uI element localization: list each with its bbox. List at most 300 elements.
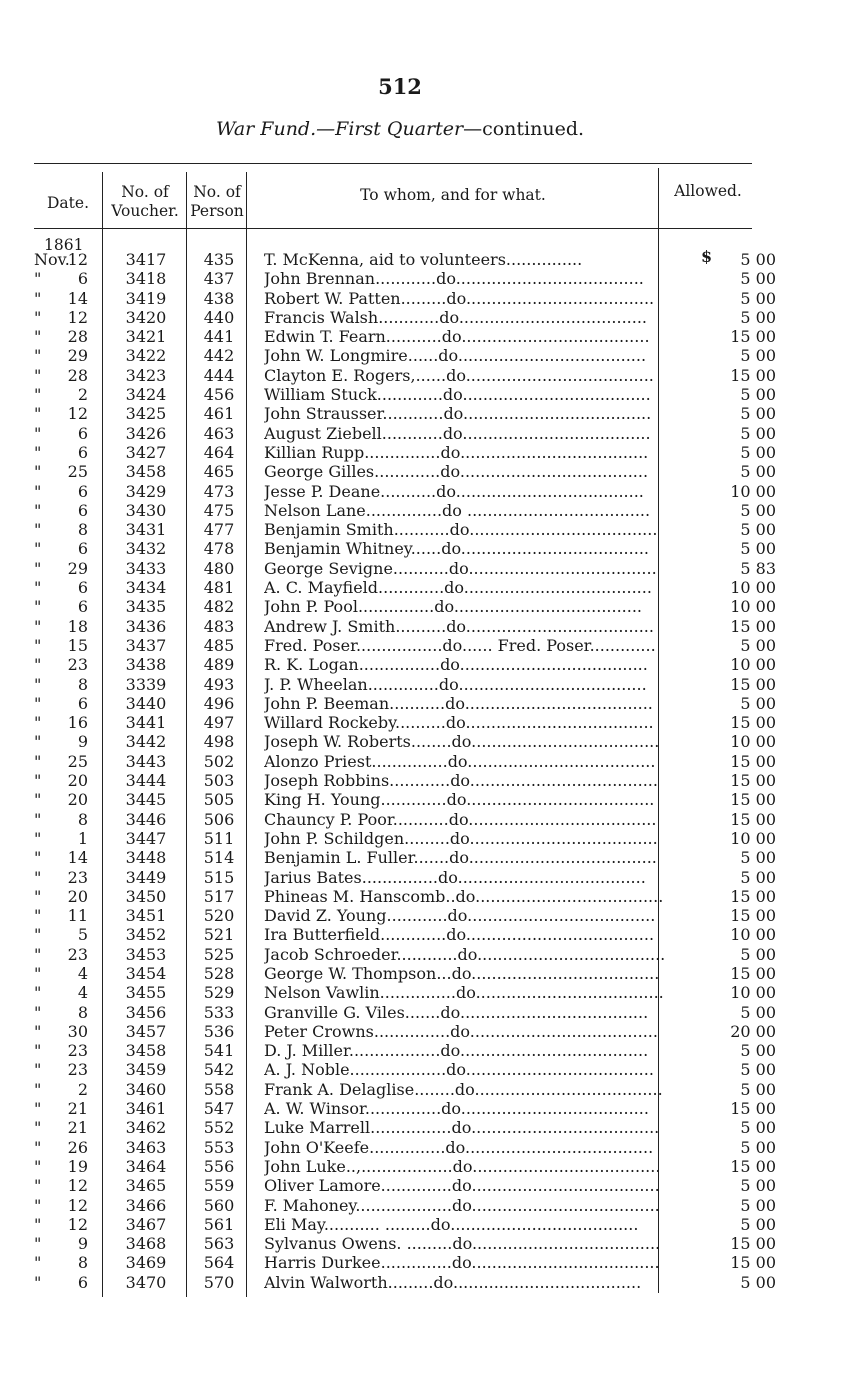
day-cell: 2	[77, 1079, 88, 1099]
person-cell: 559	[203, 1176, 235, 1196]
payee-cell: F. Mahoney...................do.....................................	[264, 1195, 660, 1215]
day-cell: 15	[67, 635, 88, 655]
allowed-cell: 5 00	[740, 442, 776, 462]
person-cell: 536	[203, 1021, 235, 1041]
day-cell: 6	[77, 442, 88, 462]
day-cell: 20	[67, 771, 88, 791]
person-cell: 497	[203, 713, 235, 733]
day-cell: 5	[77, 925, 88, 945]
payee-cell: Joseph Robbins............do.....................................	[264, 771, 658, 791]
date-cell	[34, 829, 98, 848]
payee-cell: Fred. Poser.................do...... Fred. Poser.............	[264, 635, 656, 655]
table-row	[0, 1060, 857, 1079]
date-cell	[34, 289, 98, 308]
month-or-ditto: "	[34, 288, 42, 308]
day-cell: 14	[67, 848, 88, 868]
table-row	[0, 462, 857, 481]
day-cell: 4	[77, 983, 88, 1003]
person-cell: 515	[203, 867, 235, 887]
allowed-cell: 15 00	[730, 906, 776, 926]
date-cell	[34, 1196, 98, 1215]
payee-cell: Nelson Lane...............do ....................................	[264, 500, 651, 520]
person-cell: 533	[203, 1002, 235, 1022]
payee-cell: Alvin Walworth.........do.....................................	[264, 1272, 642, 1292]
month-or-ditto: "	[34, 693, 42, 713]
table-row	[0, 1215, 857, 1234]
date-cell	[34, 810, 98, 829]
month-or-ditto: Nov.	[34, 250, 70, 269]
table-row	[0, 906, 857, 925]
date-cell	[34, 925, 98, 944]
month-or-ditto: "	[34, 809, 42, 829]
day-cell: 20	[67, 790, 88, 810]
person-cell: 475	[203, 500, 235, 520]
month-or-ditto: "	[34, 365, 42, 385]
day-cell: 23	[67, 655, 88, 675]
date-cell	[34, 1176, 98, 1195]
person-cell: 564	[203, 1253, 235, 1273]
person-cell: 480	[203, 558, 235, 578]
day-cell: 4	[77, 963, 88, 983]
table-row	[0, 327, 857, 346]
voucher-cell: 3443	[125, 751, 167, 771]
day-cell: 28	[67, 327, 88, 347]
allowed-cell: 5 00	[740, 462, 776, 482]
date-cell	[34, 771, 98, 790]
table-row	[0, 790, 857, 809]
table-row	[0, 1118, 857, 1137]
table-row	[0, 810, 857, 829]
date-cell	[34, 1060, 98, 1079]
person-cell: 514	[203, 848, 235, 868]
header-person-line1: No. of	[193, 183, 241, 201]
date-cell	[34, 1253, 98, 1272]
allowed-cell: 5 00	[740, 635, 776, 655]
date-cell	[34, 964, 98, 983]
payee-cell: Phineas M. Hanscomb..do.....................................	[264, 886, 664, 906]
voucher-cell: 3460	[125, 1079, 167, 1099]
voucher-cell: 3448	[125, 848, 167, 868]
month-or-ditto: "	[34, 751, 42, 771]
table-row	[0, 829, 857, 848]
allowed-cell: 15 00	[730, 1253, 776, 1273]
person-cell: 496	[203, 693, 235, 713]
month-or-ditto: "	[34, 1118, 42, 1138]
allowed-cell: 5 00	[740, 346, 776, 366]
table-row	[0, 443, 857, 462]
month-or-ditto: "	[34, 655, 42, 675]
date-cell	[34, 539, 98, 558]
day-cell: 8	[77, 674, 88, 694]
person-cell: 441	[203, 327, 235, 347]
day-cell: 16	[67, 713, 88, 733]
allowed-cell: 5 00	[740, 385, 776, 405]
payee-cell: A. C. Mayfield.............do.....................................	[264, 578, 652, 598]
allowed-cell: 5 00	[740, 250, 776, 269]
date-cell	[34, 1080, 98, 1099]
voucher-cell: 3418	[125, 269, 167, 289]
day-cell: 23	[67, 944, 88, 964]
date-cell	[34, 1022, 98, 1041]
month-or-ditto: "	[34, 442, 42, 462]
allowed-cell: 5 00	[740, 1137, 776, 1157]
date-cell	[34, 597, 98, 616]
person-cell: 570	[203, 1272, 235, 1292]
table-row	[0, 404, 857, 423]
payee-cell: George Sevigne...........do.....................................	[264, 558, 657, 578]
allowed-cell: 5 00	[740, 423, 776, 443]
table-row	[0, 269, 857, 288]
voucher-cell: 3463	[125, 1137, 167, 1157]
month-or-ditto: "	[34, 771, 42, 791]
date-cell	[34, 617, 98, 636]
day-cell: 1	[77, 828, 88, 848]
person-cell: 503	[203, 771, 235, 791]
ledger-rows	[0, 250, 857, 1292]
voucher-cell: 3470	[125, 1272, 167, 1292]
person-cell: 505	[203, 790, 235, 810]
month-or-ditto: "	[34, 327, 42, 347]
date-cell	[34, 1099, 98, 1118]
table-row	[0, 887, 857, 906]
table-row	[0, 385, 857, 404]
day-cell: 25	[67, 462, 88, 482]
month-or-ditto: "	[34, 906, 42, 926]
person-cell: 482	[203, 597, 235, 617]
day-cell: 12	[67, 1176, 88, 1196]
day-cell: 21	[67, 1118, 88, 1138]
table-row	[0, 732, 857, 751]
table-row	[0, 636, 857, 655]
person-cell: 440	[203, 307, 235, 327]
person-cell: 542	[203, 1060, 235, 1080]
day-cell: 25	[67, 751, 88, 771]
payee-cell: Jacob Schroeder............do.....................................	[264, 944, 666, 964]
person-cell: 464	[203, 442, 235, 462]
payee-cell: Jarius Bates...............do.....................................	[264, 867, 646, 887]
person-cell: 521	[203, 925, 235, 945]
date-cell	[34, 269, 98, 288]
allowed-cell: 5 00	[740, 1002, 776, 1022]
payee-cell: August Ziebell............do.....................................	[264, 423, 651, 443]
table-row	[0, 694, 857, 713]
allowed-cell: 5 00	[740, 307, 776, 327]
allowed-cell: 15 00	[730, 365, 776, 385]
payee-cell: Killian Rupp...............do.....................................	[264, 442, 649, 462]
month-or-ditto: "	[34, 1041, 42, 1061]
payee-cell: Harris Durkee..............do.....................................	[264, 1253, 660, 1273]
voucher-cell: 3458	[125, 462, 167, 482]
day-cell: 23	[67, 1060, 88, 1080]
person-cell: 541	[203, 1041, 235, 1061]
payee-cell: John P. Schildgen.........do.....................................	[264, 828, 658, 848]
table-row	[0, 289, 857, 308]
table-row	[0, 983, 857, 1002]
allowed-cell: 5 00	[740, 848, 776, 868]
voucher-cell: 3449	[125, 867, 167, 887]
person-cell: 465	[203, 462, 235, 482]
payee-cell: Francis Walsh............do.....................................	[264, 307, 647, 327]
person-cell: 442	[203, 346, 235, 366]
person-cell: 461	[203, 404, 235, 424]
payee-cell: Jesse P. Deane...........do.....................................	[264, 481, 644, 501]
payee-cell: Oliver Lamore..............do.....................................	[264, 1176, 660, 1196]
voucher-cell: 3429	[125, 481, 167, 501]
month-or-ditto: "	[34, 346, 42, 366]
voucher-cell: 3456	[125, 1002, 167, 1022]
month-or-ditto: "	[34, 674, 42, 694]
month-or-ditto: "	[34, 385, 42, 405]
voucher-cell: 3339	[125, 674, 167, 694]
day-cell: 8	[77, 809, 88, 829]
day-cell: 9	[77, 732, 88, 752]
date-cell	[34, 385, 98, 404]
person-cell: 435	[203, 250, 235, 269]
month-or-ditto: "	[34, 500, 42, 520]
date-cell	[34, 308, 98, 327]
voucher-cell: 3450	[125, 886, 167, 906]
date-cell	[34, 636, 98, 655]
day-cell: 29	[67, 346, 88, 366]
voucher-cell: 3431	[125, 520, 167, 540]
voucher-cell: 3421	[125, 327, 167, 347]
date-cell	[34, 1118, 98, 1137]
payee-cell: T. McKenna, aid to volunteers...............	[264, 250, 583, 269]
month-or-ditto: "	[34, 1156, 42, 1176]
payee-cell: Clayton E. Rogers,......do.....................................	[264, 365, 654, 385]
day-cell: 12	[67, 404, 88, 424]
payee-cell: Peter Crowns...............do.....................................	[264, 1021, 658, 1041]
person-cell: 560	[203, 1195, 235, 1215]
month-or-ditto: "	[34, 578, 42, 598]
person-cell: 529	[203, 983, 235, 1003]
month-or-ditto: "	[34, 828, 42, 848]
day-cell: 9	[77, 1234, 88, 1254]
table-row	[0, 1157, 857, 1176]
table-row	[0, 250, 857, 269]
date-cell	[34, 790, 98, 809]
day-cell: 21	[67, 1099, 88, 1119]
person-cell: 561	[203, 1214, 235, 1234]
allowed-cell: 15 00	[730, 1156, 776, 1176]
payee-cell: Chauncy P. Poor...........do.....................................	[264, 809, 657, 829]
header-bottom-rule	[34, 228, 752, 229]
voucher-cell: 3436	[125, 616, 167, 636]
allowed-cell: 5 00	[740, 693, 776, 713]
date-cell	[34, 443, 98, 462]
month-or-ditto: "	[34, 558, 42, 578]
month-or-ditto: "	[34, 790, 42, 810]
voucher-cell: 3437	[125, 635, 167, 655]
table-row	[0, 1022, 857, 1041]
allowed-cell: 5 00	[740, 1118, 776, 1138]
month-or-ditto: "	[34, 1137, 42, 1157]
day-cell: 11	[67, 906, 88, 926]
month-or-ditto: "	[34, 886, 42, 906]
payee-cell: D. J. Miller..................do.....................................	[264, 1041, 649, 1061]
month-or-ditto: "	[34, 963, 42, 983]
allowed-cell: 5 00	[740, 500, 776, 520]
allowed-cell: 5 00	[740, 1079, 776, 1099]
month-or-ditto: "	[34, 269, 42, 289]
date-cell	[34, 983, 98, 1002]
table-row	[0, 597, 857, 616]
allowed-cell: 10 00	[730, 828, 776, 848]
payee-cell: A. W. Winsor...............do.....................................	[264, 1099, 649, 1119]
month-or-ditto: "	[34, 404, 42, 424]
allowed-cell: 15 00	[730, 713, 776, 733]
date-cell	[34, 578, 98, 597]
person-cell: 473	[203, 481, 235, 501]
payee-cell: Robert W. Patten.........do.....................................	[264, 288, 655, 308]
voucher-cell: 3462	[125, 1118, 167, 1138]
voucher-cell: 3451	[125, 906, 167, 926]
voucher-cell: 3424	[125, 385, 167, 405]
person-cell: 493	[203, 674, 235, 694]
table-row	[0, 1176, 857, 1195]
allowed-cell: 5 00	[740, 1176, 776, 1196]
date-cell	[34, 1138, 98, 1157]
date-cell	[34, 346, 98, 365]
person-cell: 547	[203, 1099, 235, 1119]
person-cell: 437	[203, 269, 235, 289]
voucher-cell: 3426	[125, 423, 167, 443]
allowed-cell: 15 00	[730, 809, 776, 829]
allowed-cell: 5 00	[740, 944, 776, 964]
voucher-cell: 3446	[125, 809, 167, 829]
payee-cell: Joseph W. Roberts........do.....................................	[264, 732, 660, 752]
payee-cell: Luke Marrell................do.....................................	[264, 1118, 660, 1138]
voucher-cell: 3457	[125, 1021, 167, 1041]
person-cell: 558	[203, 1079, 235, 1099]
table-row	[0, 655, 857, 674]
payee-cell: A. J. Noble...................do.....................................	[264, 1060, 654, 1080]
payee-cell: John Strausser............do.....................................	[264, 404, 652, 424]
voucher-cell: 3442	[125, 732, 167, 752]
table-row	[0, 1080, 857, 1099]
payee-cell: J. P. Wheelan..............do.....................................	[264, 674, 647, 694]
payee-cell: King H. Young.............do.....................................	[264, 790, 655, 810]
day-cell: 26	[67, 1137, 88, 1157]
day-cell: 8	[77, 1253, 88, 1273]
person-cell: 483	[203, 616, 235, 636]
allowed-cell: 5 00	[740, 404, 776, 424]
day-cell: 6	[77, 500, 88, 520]
voucher-cell: 3432	[125, 539, 167, 559]
allowed-cell: 10 00	[730, 597, 776, 617]
day-cell: 12	[67, 307, 88, 327]
month-or-ditto: "	[34, 1234, 42, 1254]
allowed-cell: 15 00	[730, 616, 776, 636]
person-cell: 528	[203, 963, 235, 983]
allowed-cell: 5 00	[740, 1060, 776, 1080]
voucher-cell: 3467	[125, 1214, 167, 1234]
date-cell	[34, 1041, 98, 1060]
allowed-cell: 5 00	[740, 1272, 776, 1292]
voucher-cell: 3435	[125, 597, 167, 617]
date-cell	[34, 752, 98, 771]
allowed-cell: 10 00	[730, 983, 776, 1003]
person-cell: 489	[203, 655, 235, 675]
voucher-cell: 3445	[125, 790, 167, 810]
table-row	[0, 366, 857, 385]
day-cell: 2	[77, 385, 88, 405]
month-or-ditto: "	[34, 1002, 42, 1022]
date-cell	[34, 732, 98, 751]
date-cell	[34, 482, 98, 501]
date-cell	[34, 713, 98, 732]
table-row	[0, 1138, 857, 1157]
table-row	[0, 848, 857, 867]
day-cell: 6	[77, 269, 88, 289]
payee-cell: Frank A. Delaglise........do.....................................	[264, 1079, 663, 1099]
person-cell: 481	[203, 578, 235, 598]
allowed-cell: 10 00	[730, 578, 776, 598]
table-row	[0, 1273, 857, 1292]
table-row	[0, 424, 857, 443]
month-or-ditto: "	[34, 1060, 42, 1080]
date-cell	[34, 1234, 98, 1253]
month-or-ditto: "	[34, 616, 42, 636]
date-cell	[34, 868, 98, 887]
person-cell: 444	[203, 365, 235, 385]
voucher-cell: 3440	[125, 693, 167, 713]
date-cell	[34, 462, 98, 481]
table-row	[0, 771, 857, 790]
date-cell	[34, 1215, 98, 1234]
voucher-cell: 3455	[125, 983, 167, 1003]
day-cell: 8	[77, 1002, 88, 1022]
currency-symbol: $	[701, 247, 713, 266]
month-or-ditto: "	[34, 520, 42, 540]
allowed-cell: 20 00	[730, 1021, 776, 1041]
date-cell	[34, 501, 98, 520]
table-row	[0, 520, 857, 539]
person-cell: 517	[203, 886, 235, 906]
payee-cell: John Luke..,..................do.....................................	[264, 1156, 661, 1176]
date-cell	[34, 906, 98, 925]
month-or-ditto: "	[34, 848, 42, 868]
table-row	[0, 1041, 857, 1060]
payee-cell: George W. Thompson...do.....................................	[264, 963, 660, 983]
voucher-cell: 3466	[125, 1195, 167, 1215]
voucher-cell: 3438	[125, 655, 167, 675]
voucher-cell: 3427	[125, 442, 167, 462]
person-cell: 477	[203, 520, 235, 540]
voucher-cell: 3468	[125, 1234, 167, 1254]
person-cell: 502	[203, 751, 235, 771]
voucher-cell: 3422	[125, 346, 167, 366]
day-cell: 23	[67, 867, 88, 887]
voucher-cell: 3454	[125, 963, 167, 983]
table-row	[0, 675, 857, 694]
allowed-cell: 5 00	[740, 539, 776, 559]
month-or-ditto: "	[34, 539, 42, 559]
table-top-rule	[34, 163, 752, 164]
header-person-line2: Person	[190, 202, 244, 220]
allowed-cell: 5 00	[740, 288, 776, 308]
day-cell: 18	[67, 616, 88, 636]
person-cell: 463	[203, 423, 235, 443]
voucher-cell: 3425	[125, 404, 167, 424]
table-row	[0, 501, 857, 520]
date-cell	[34, 1273, 98, 1292]
date-cell	[34, 945, 98, 964]
person-cell: 520	[203, 906, 235, 926]
month-or-ditto: "	[34, 1099, 42, 1119]
date-cell	[34, 1003, 98, 1022]
month-or-ditto: "	[34, 307, 42, 327]
